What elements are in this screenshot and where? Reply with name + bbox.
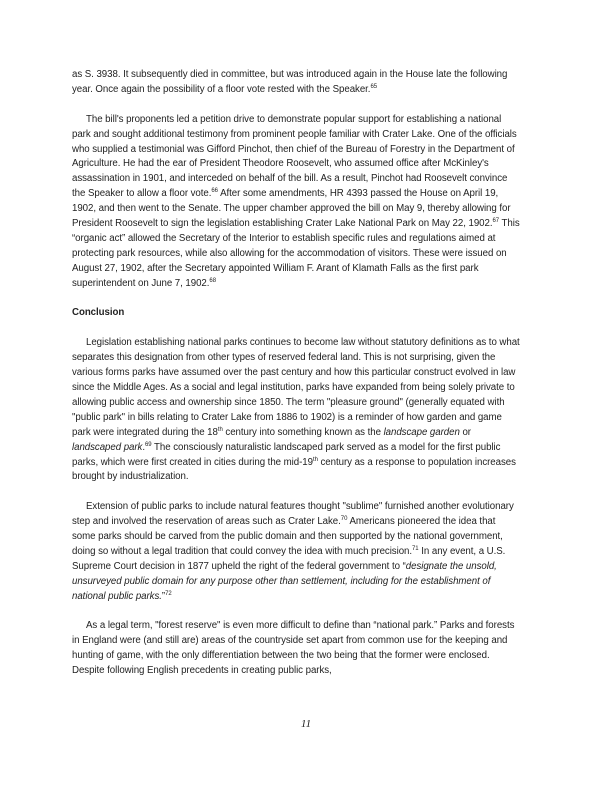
section-heading: Conclusion [72,307,125,319]
italic-term: landscape garden [383,426,460,438]
text: Americans pioneered the idea that some parks should be carved from the public domain and then supported by the national government, doing so without a legal tradition that could convey the idea with much precision. [72,516,503,557]
footnote-ref: 72 [165,590,172,597]
text: . [142,441,145,453]
paragraph-3 [72,336,520,485]
text: The bill's proponents led a petition drive to demonstrate popular support for establishing a national park and sought additional testimony from prominent people familiar with Crater Lake. One of the officials who supplied a testimonial was Gifford Pinchot, then chief of the Bureau of Forestry in the Department of Agriculture. He had the ear of President Theodore Roosevelt, who assumed office after McKinley's assassination in 1901, and interceded on behalf of the bill. As a result, Pinchot had Roosevelt convince the Speaker to allow a floor vote. [72,113,517,200]
text: This “organic act” allowed the Secretary of the Interior to establish specific rules and regulations aimed at protecting park resources, while also allowing for the accommodation of visitors. These were issued on August 27, 1902, after the Secretary appointed William F. Arant of Klamath Falls as the first park superintendent on June 7, 1902. [72,218,520,289]
footnote-ref: 69 [145,441,152,448]
paragraph-2 [72,113,520,292]
text: After some amendments, HR 4393 passed the House on April 19, 1902, and then went to the Senate. The upper chamber approved the bill on May 9, thereby allowing for President Roosevelt to sign the legislation establishing Crater Lake National Park on May 22, 1902. [72,188,511,230]
footnote-ref: 71 [412,545,419,552]
footnote-ref: 67 [492,218,500,225]
text: as S. 3938. It subsequently died in committee, but was introduced again in the House late the following year. Once again the possibility of a floor vote rested with the Speaker. [72,69,508,95]
footnote-ref: 66 [211,188,218,195]
italic-term: landscaped park [72,441,143,453]
paragraph-5 [72,619,520,679]
text: century as a response to population increases brought by industrialization. [72,456,516,483]
text: ” [161,590,166,602]
page-body [72,68,520,694]
superscript: th [312,456,318,463]
text: The consciously naturalistic landscaped park served as a model for the first public parks, which were first created in cities during the mid-19 [72,441,501,468]
text: Extension of public parks to include natural features thought "sublime" furnished another evolutionary step and involved the reservation of areas such as Crater Lake. [72,501,514,528]
text: Legislation establishing national parks continues to become law without statutory definitions as to what separates this designation from other types of reserved federal land. This is not surprising, given the various forms parks have assumed over the past century and how this particular construct evolved in law since the Middle Ages. As a social and legal institution, parks have expanded from being solely private to allowing public access and ownership since 1850. The term "pleasure ground" (generally equated with "public park" in bills relating to Crater Lake from 1886 to 1902) is a reminder of how garden and game park were integrated during the 18 [72,337,520,438]
footnote-ref: 70 [340,516,348,523]
superscript: th [217,426,223,433]
italic-quote: designate the unsold, unsurveyed public domain for any purpose other than settlement, including for the establishment of national public parks. [72,560,497,602]
text: In any event, a U.S. Supreme Court decision in 1877 upheld the right of the federal government to “ [72,545,506,572]
paragraph-4 [72,500,520,604]
footnote-ref: 68 [209,277,216,284]
text: century into something known as the [222,426,384,438]
paragraph-1 [72,68,520,98]
text: As a legal term, "forest reserve" is even more difficult to define than “national park.” Parks and forests in England were (and still are) areas of the countryside set apart from common use for the keeping and hunting of game, with the only differentiation between the two being that the former were enclosed. Despite following English precedents in creating public parks, [72,620,515,677]
page-number: 11 [300,718,312,730]
footnote-ref: 65 [370,83,378,90]
text: or [459,426,471,438]
